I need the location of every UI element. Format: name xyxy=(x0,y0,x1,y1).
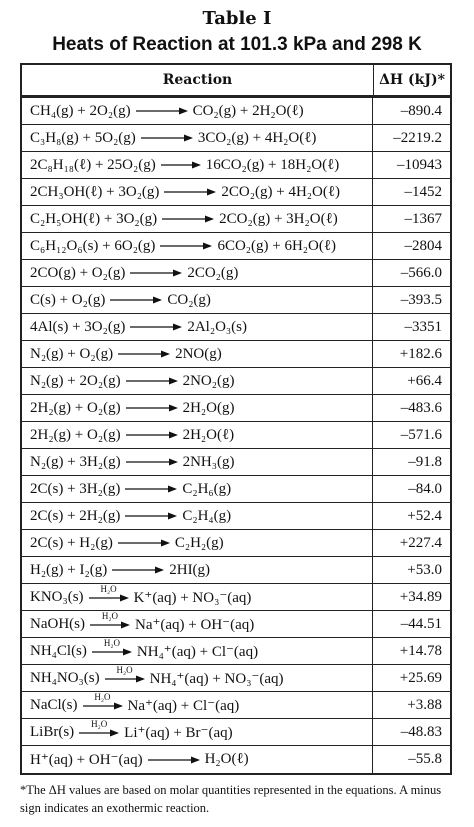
reaction-cell xyxy=(22,206,373,232)
table-row xyxy=(22,368,450,395)
table-row xyxy=(22,233,450,260)
table-row xyxy=(22,557,450,584)
arrow-solvent-label: H₂O xyxy=(103,638,120,648)
heats-of-reaction-table xyxy=(20,63,452,775)
table-row xyxy=(22,611,450,638)
reactants: 2C(s) + H₂(g) xyxy=(30,534,113,551)
reactants: 2H₂(g) + O₂(g) xyxy=(30,399,121,416)
reaction-arrow-icon xyxy=(79,719,119,737)
reactants: 2CH₃OH(ℓ) + 3O₂(g) xyxy=(30,183,160,200)
reaction-cell xyxy=(22,287,373,313)
reaction-cell xyxy=(22,368,373,394)
reaction-arrow-icon xyxy=(92,638,132,656)
delta-h-cell: +182.6 xyxy=(399,345,442,362)
reaction-arrow-icon xyxy=(118,350,170,358)
reactants: LiBr(s) xyxy=(30,723,75,740)
products: C₂H₂(g) xyxy=(174,534,224,551)
reaction-arrow-icon xyxy=(83,692,123,710)
reaction-arrow-icon xyxy=(125,512,177,520)
products: 2HI(g) xyxy=(169,561,211,578)
table-row xyxy=(22,503,450,530)
reactants: 2CO(g) + O₂(g) xyxy=(30,264,126,281)
products: CO₂(g) xyxy=(167,291,211,308)
reaction-cell xyxy=(22,341,373,367)
table-row xyxy=(22,719,450,746)
reaction-arrow-icon xyxy=(136,107,188,115)
products: NH₄⁺(aq) + Cl⁻(aq) xyxy=(136,643,259,660)
table-row xyxy=(22,449,450,476)
table-row xyxy=(22,152,450,179)
table-subtitle: Heats of Reaction at 101.3 kPa and 298 K xyxy=(52,34,422,55)
reaction-cell xyxy=(22,395,373,421)
reaction-arrow-icon xyxy=(130,269,182,277)
reaction-arrow-icon xyxy=(148,756,200,764)
reaction-cell xyxy=(22,746,373,773)
reactants: C₂H₅OH(ℓ) + 3O₂(g) xyxy=(30,210,158,227)
arrow-solvent-label: H₂O xyxy=(94,692,111,702)
reactants: 2H₂(g) + O₂(g) xyxy=(30,426,121,443)
reaction-arrow-icon xyxy=(160,242,212,250)
delta-h-cell: –483.6 xyxy=(400,399,442,416)
arrow-solvent-label: H₂O xyxy=(100,584,117,594)
delta-h-cell: –1452 xyxy=(404,183,442,200)
reaction-cell xyxy=(22,557,373,583)
arrow-solvent-label: H₂O xyxy=(91,719,108,729)
reactants: 4Al(s) + 3O₂(g) xyxy=(30,318,126,335)
reaction-cell xyxy=(22,719,373,745)
reactants: C₆H₁₂O₆(s) + 6O₂(g) xyxy=(30,237,156,254)
delta-h-cell: –44.51 xyxy=(400,615,442,632)
products: K⁺(aq) + NO₃⁻(aq) xyxy=(133,589,252,606)
reaction-cell xyxy=(22,611,373,637)
products: 3CO₂(g) + 4H₂O(ℓ) xyxy=(197,129,317,146)
delta-h-cell: –91.8 xyxy=(408,453,442,470)
reactants: N₂(g) + 3H₂(g) xyxy=(30,453,121,470)
table-row xyxy=(22,260,450,287)
reaction-cell xyxy=(22,422,373,448)
reactants: N₂(g) + 2O₂(g) xyxy=(30,372,121,389)
delta-h-cell: +52.4 xyxy=(407,507,442,524)
table-row xyxy=(22,665,450,692)
reaction-arrow-icon xyxy=(126,431,178,439)
products: H₂O(ℓ) xyxy=(204,751,249,767)
products: 2Al₂O₃(s) xyxy=(187,318,247,335)
reactants: KNO₃(s) xyxy=(30,588,84,605)
delta-h-cell: +227.4 xyxy=(399,534,442,551)
reactants: H₂(g) + I₂(g) xyxy=(30,561,108,578)
table-title: Table I xyxy=(202,8,272,29)
delta-h-cell: +53.0 xyxy=(407,561,442,578)
table-row xyxy=(22,395,450,422)
products: 2CO₂(g) xyxy=(187,264,239,281)
reaction-cell xyxy=(22,476,373,502)
delta-h-cell: –571.6 xyxy=(400,426,442,443)
table-row xyxy=(22,314,450,341)
reaction-cell xyxy=(22,260,373,286)
reaction-arrow-icon xyxy=(162,215,214,223)
table-row xyxy=(22,341,450,368)
reactants: NH₄Cl(s) xyxy=(30,642,87,659)
reactants: NaCl(s) xyxy=(30,696,78,713)
reaction-cell xyxy=(22,152,373,178)
reactants: H⁺(aq) + OH⁻(aq) xyxy=(30,752,143,768)
reactants: 2C(s) + 2H₂(g) xyxy=(30,507,121,524)
products: 2CO₂(g) + 4H₂O(ℓ) xyxy=(221,183,341,200)
reaction-arrow-icon xyxy=(118,539,170,547)
delta-h-cell: –1367 xyxy=(404,210,442,227)
delta-h-cell: –393.5 xyxy=(400,291,442,308)
table-row xyxy=(22,530,450,557)
table-row xyxy=(22,746,450,773)
reaction-cell xyxy=(22,98,373,124)
reactants: N₂(g) + O₂(g) xyxy=(30,345,114,362)
products: Li⁺(aq) + Br⁻(aq) xyxy=(124,724,233,741)
products: C₂H₆(g) xyxy=(182,480,232,497)
table-row xyxy=(22,179,450,206)
delta-h-cell: –566.0 xyxy=(400,264,442,281)
reaction-cell xyxy=(22,692,373,718)
reaction-column-header: Reaction xyxy=(22,65,374,95)
table-body xyxy=(22,98,450,773)
reaction-cell xyxy=(22,233,373,259)
reaction-cell xyxy=(22,638,373,664)
delta-h-cell: –890.4 xyxy=(400,102,442,119)
delta-h-cell: +34.89 xyxy=(399,588,442,605)
delta-h-column-header: ΔH (kJ)* xyxy=(379,72,445,88)
table-row xyxy=(22,287,450,314)
delta-h-cell: –48.83 xyxy=(400,723,442,740)
reaction-cell xyxy=(22,503,373,529)
products: Na⁺(aq) + OH⁻(aq) xyxy=(134,616,255,633)
products: CO₂(g) + 2H₂O(ℓ) xyxy=(192,102,304,119)
table-row xyxy=(22,125,450,152)
products: 2NO(g) xyxy=(175,345,222,362)
reaction-cell xyxy=(22,530,373,556)
reaction-arrow-icon xyxy=(125,485,177,493)
reaction-arrow-icon xyxy=(110,296,162,304)
reaction-arrow-icon xyxy=(130,323,182,331)
table-row xyxy=(22,476,450,503)
delta-h-cell: +3.88 xyxy=(407,696,442,713)
delta-h-cell: –10943 xyxy=(397,156,442,173)
reaction-arrow-icon xyxy=(141,134,193,142)
products: 6CO₂(g) + 6H₂O(ℓ) xyxy=(217,237,337,254)
reaction-arrow-icon xyxy=(112,566,164,574)
footnote: *The ΔH values are based on molar quantities represented in the equations. A minus sign indicates an exothermic reaction. xyxy=(20,783,442,815)
table-row xyxy=(22,98,450,125)
reaction-arrow-icon xyxy=(161,161,201,169)
reaction-arrow-icon xyxy=(126,404,178,412)
reaction-cell xyxy=(22,449,373,475)
reaction-arrow-icon xyxy=(89,584,129,602)
reactants: 2C₈H₁₈(ℓ) + 25O₂(g) xyxy=(30,156,156,173)
delta-h-cell: +25.69 xyxy=(399,669,442,686)
arrow-solvent-label: H₂O xyxy=(116,665,133,675)
products: 2H₂O(g) xyxy=(182,399,235,416)
reaction-arrow-icon xyxy=(90,611,130,629)
reaction-cell xyxy=(22,584,373,610)
reaction-arrow-icon xyxy=(126,377,178,385)
reactants: C₃H₈(g) + 5O₂(g) xyxy=(30,129,136,146)
reaction-cell xyxy=(22,314,373,340)
table-row xyxy=(22,422,450,449)
reactants: NH₄NO₃(s) xyxy=(30,669,100,686)
delta-h-cell: –84.0 xyxy=(408,480,442,497)
delta-h-cell: +66.4 xyxy=(407,372,442,389)
delta-h-cell: –2804 xyxy=(404,237,442,254)
reactants: CH₄(g) + 2O₂(g) xyxy=(30,102,131,119)
reaction-arrow-icon xyxy=(164,188,216,196)
delta-h-cell: +14.78 xyxy=(399,642,442,659)
reaction-cell xyxy=(22,179,373,205)
delta-h-cell: –2219.2 xyxy=(393,129,442,146)
arrow-solvent-label: H₂O xyxy=(101,611,119,621)
reactants: 2C(s) + 3H₂(g) xyxy=(30,480,121,497)
table-row xyxy=(22,584,450,611)
reaction-arrow-icon xyxy=(126,458,178,466)
products: 16CO₂(g) + 18H₂O(ℓ) xyxy=(205,156,340,173)
reactants: C(s) + O₂(g) xyxy=(30,291,106,308)
reaction-cell xyxy=(22,125,373,151)
table-row xyxy=(22,638,450,665)
products: 2NH₃(g) xyxy=(182,453,235,470)
table-header xyxy=(22,65,450,98)
reaction-cell xyxy=(22,665,373,691)
products: 2CO₂(g) + 3H₂O(ℓ) xyxy=(219,210,338,227)
products: Na⁺(aq) + Cl⁻(aq) xyxy=(127,697,240,714)
delta-h-cell: –55.8 xyxy=(408,751,442,767)
reaction-arrow-icon xyxy=(105,665,145,683)
products: NH₄⁺(aq) + NO₃⁻(aq) xyxy=(149,670,284,687)
products: 2NO₂(g) xyxy=(182,372,235,389)
table-row xyxy=(22,206,450,233)
products: C₂H₄(g) xyxy=(182,507,232,524)
products: 2H₂O(ℓ) xyxy=(182,426,235,443)
delta-h-cell: –3351 xyxy=(404,318,442,335)
reactants: NaOH(s) xyxy=(30,615,85,632)
table-row xyxy=(22,692,450,719)
